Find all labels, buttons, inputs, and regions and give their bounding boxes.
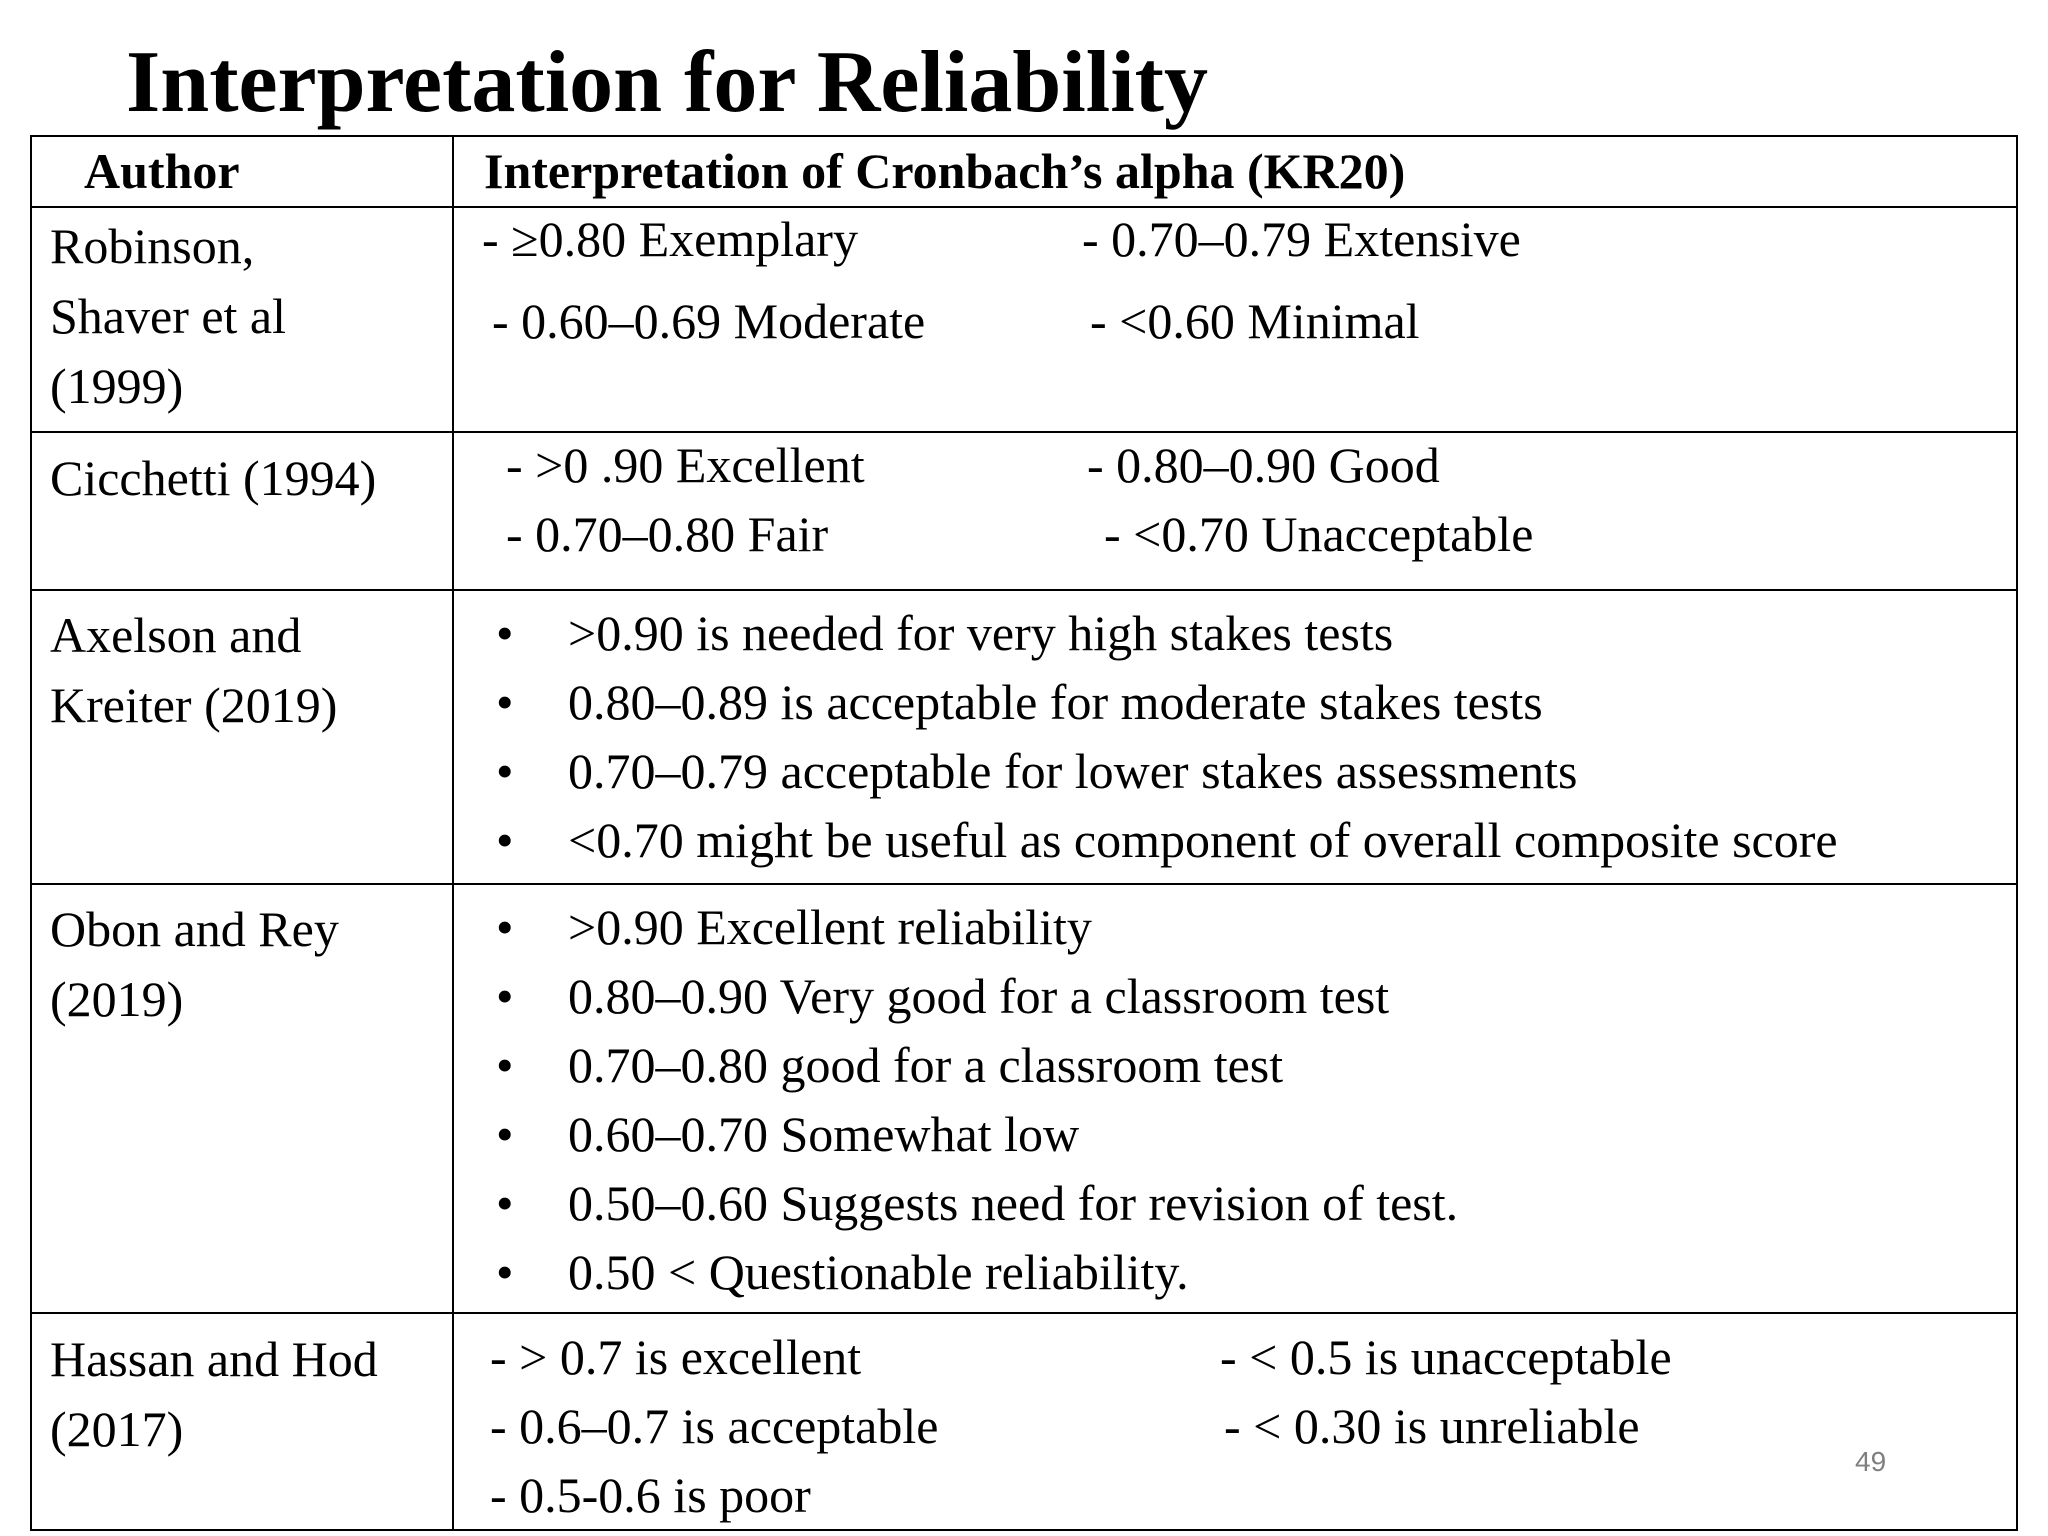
author-line: Shaver et al <box>50 288 287 344</box>
interpretation-item: • 0.50–0.60 Suggests need for revision of test. <box>480 1169 1458 1238</box>
row-divider <box>32 1312 2016 1314</box>
header-interpretation: Interpretation of Cronbach’s alpha (KR20) <box>484 143 1406 199</box>
reliability-table <box>30 135 2018 1531</box>
header-author: Author <box>84 143 240 199</box>
interpretation-list <box>480 893 1458 1307</box>
author-line: Cicchetti (1994) <box>50 450 377 506</box>
interpretation-item: - <0.70 Unacceptable <box>1104 506 1534 562</box>
author-line: Axelson and <box>50 607 302 663</box>
author-line: (2017) <box>50 1401 184 1457</box>
author-line: (1999) <box>50 358 184 414</box>
interpretation-item: - < 0.5 is unacceptable <box>1220 1329 1672 1385</box>
interpretation-item: - 0.6–0.7 is acceptable <box>490 1398 939 1454</box>
interpretation-item: • 0.80–0.90 Very good for a classroom test <box>480 962 1458 1031</box>
interpretation-item: - <0.60 Minimal <box>1090 293 1420 349</box>
author-line: Hassan and Hod <box>50 1331 378 1387</box>
interpretation-list <box>480 599 1838 875</box>
row-divider <box>32 206 2016 208</box>
author-line: (2019) <box>50 971 184 1027</box>
interpretation-item: • 0.70–0.79 acceptable for lower stakes assessments <box>480 737 1838 806</box>
interpretation-item: • 0.60–0.70 Somewhat low <box>480 1100 1458 1169</box>
author-cell <box>50 1324 378 1464</box>
interpretation-item: • >0.90 Excellent reliability <box>480 893 1458 962</box>
row-divider <box>32 589 2016 591</box>
interpretation-item: • 0.80–0.89 is acceptable for moderate stakes tests <box>480 668 1838 737</box>
interpretation-item: - < 0.30 is unreliable <box>1224 1398 1640 1454</box>
author-cell <box>50 600 337 740</box>
row-divider <box>32 883 2016 885</box>
author-line: Obon and Rey <box>50 901 339 957</box>
column-divider <box>452 137 454 1529</box>
author-cell <box>50 211 286 421</box>
page-number: 49 <box>1855 1446 1887 1477</box>
author-cell <box>50 894 339 1034</box>
interpretation-item: - >0 .90 Excellent <box>506 437 865 493</box>
row-divider <box>32 431 2016 433</box>
interpretation-item: - > 0.7 is excellent <box>490 1329 862 1385</box>
interpretation-item: • <0.70 might be useful as component of overall composite score <box>480 806 1838 875</box>
interpretation-item: - 0.70–0.80 Fair <box>506 506 829 562</box>
interpretation-item: - 0.60–0.69 Moderate <box>492 293 926 349</box>
interpretation-item: - ≥0.80 Exemplary <box>482 211 858 267</box>
interpretation-item: - 0.70–0.79 Extensive <box>1082 211 1521 267</box>
interpretation-item: • 0.70–0.80 good for a classroom test <box>480 1031 1458 1100</box>
interpretation-item: • >0.90 is needed for very high stakes tests <box>480 599 1838 668</box>
author-line: Kreiter (2019) <box>50 677 338 733</box>
author-cell <box>50 443 376 513</box>
author-line: Robinson, <box>50 218 255 274</box>
interpretation-item: • 0.50 < Questionable reliability. <box>480 1238 1458 1307</box>
interpretation-item: - 0.5-0.6 is poor <box>490 1467 811 1523</box>
slide-title: Interpretation for Reliability <box>126 34 1208 131</box>
interpretation-item: - 0.80–0.90 Good <box>1087 437 1440 493</box>
